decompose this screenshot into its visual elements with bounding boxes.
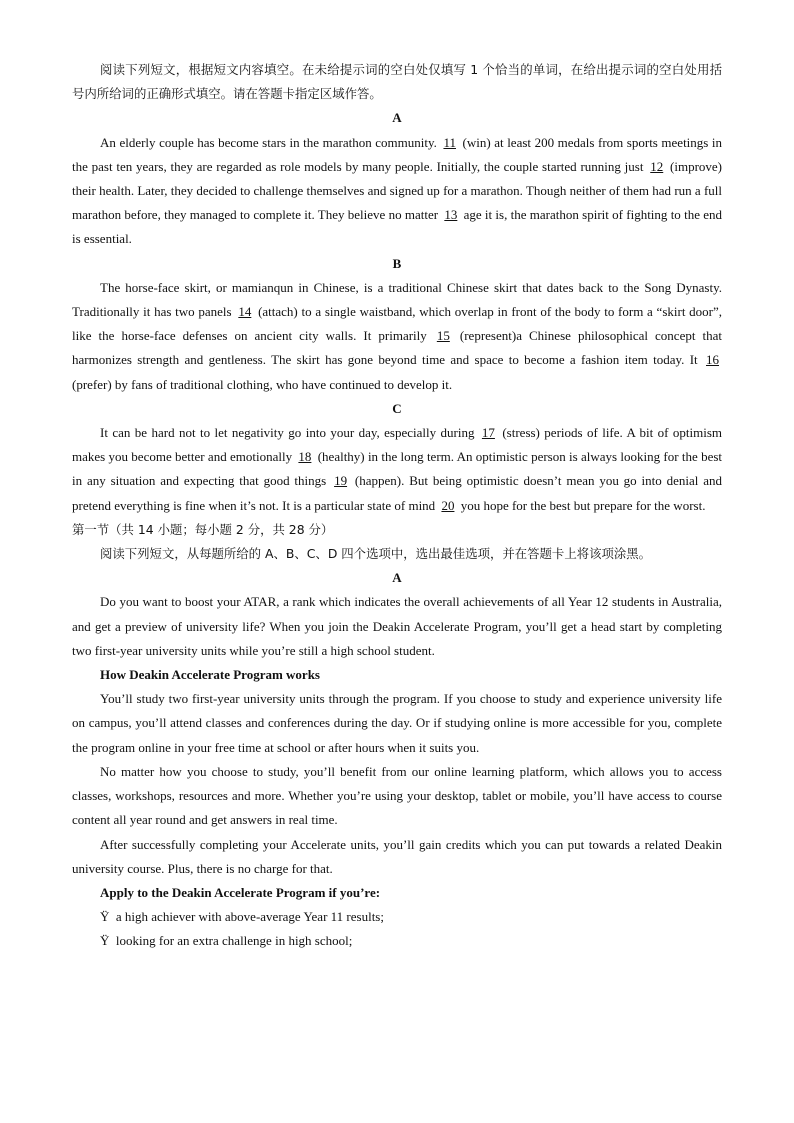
reading-a-paragraph-2: You’ll study two first-year university units through the program. If you choose to study and experience university life on campus, you’ll attend classes and conferences during the day. Or if studying online is more accessible for you, complete the program online in your free time at school or after hours when it suits you. bbox=[72, 691, 722, 755]
passage-text: (healthy) in the long term. An optimistic person is always looking for the best in any situation and expecting that good things bbox=[72, 449, 723, 489]
blank-20: 20 bbox=[441, 497, 455, 513]
passage-text: (represent)a Chinese philosophical concept that harmonizes strength and gentleness. The skirt has gone beyond time and space to become a fashion item today. It bbox=[72, 328, 723, 368]
passage-text: It can be hard not to let negativity go into your day, especially during bbox=[100, 425, 475, 441]
passage-a-letter: A bbox=[392, 110, 402, 126]
passage-c-text bbox=[72, 421, 722, 518]
passage-text: An elderly couple has become stars in the marathon community. bbox=[100, 134, 437, 150]
passage-text: (attach) to a single waistband, which overlap in front of the body to form a “skirt door”, like the horse-face defenses on ancient city walls. It primarily bbox=[72, 304, 723, 344]
blank-14: 14 bbox=[238, 304, 252, 320]
bullet-icon: Ÿ bbox=[100, 933, 110, 949]
bullet-item bbox=[72, 905, 722, 929]
bullet-item bbox=[72, 929, 722, 953]
passage-text: The horse-face skirt, or mamianqun in Chinese, is a traditional Chinese skirt that dates back to the Song Dynasty. Traditionally it has two panels bbox=[72, 279, 722, 320]
passage-text: (stress) periods of life. A bit of optimism makes you become better and emotionally bbox=[72, 425, 723, 465]
reading-a-heading-1: How Deakin Accelerate Program works bbox=[100, 667, 320, 683]
reading-a-heading-2: Apply to the Deakin Accelerate Program if you’re: bbox=[100, 884, 381, 900]
bullet-text: looking for an extra challenge in high school; bbox=[115, 933, 353, 949]
reading-a-paragraph-3: No matter how you choose to study, you’ll benefit from our online learning platform, which allows you to access classes, workshops, resources and more. Whether you’re using your desktop, tablet or mobile, you’ll have access to course content all year round and get answers in real time. bbox=[72, 763, 722, 828]
passage-text: age it is, the marathon spirit of fighting to the end is essential. bbox=[72, 207, 723, 247]
reading-a-paragraph-4: After successfully completing your Accelerate units, you’ll gain credits which you can put towards a related Deakin university course. Plus, there is no charge for that. bbox=[72, 836, 722, 876]
passage-text: (happen). But being optimistic doesn’t mean you go into denial and pretend everything is fine when it’s not. It is a particular state of mind bbox=[72, 473, 722, 513]
passage-b-text bbox=[72, 276, 722, 397]
passage-c-letter: C bbox=[392, 400, 402, 416]
exam-page bbox=[72, 58, 722, 954]
blank-17: 17 bbox=[481, 425, 495, 441]
passage-a-text bbox=[72, 131, 722, 252]
passage-text: (prefer) by fans of traditional clothing, who have continued to develop it. bbox=[72, 376, 453, 392]
reading-instructions: 阅读下列短文，从每题所给的 A、B、C、D 四个选项中，选出最佳选项，并在答题卡上将该项涂黑。 bbox=[100, 546, 652, 562]
blank-19: 19 bbox=[334, 473, 348, 489]
passage-text: (win) at least 200 medals from sports meetings in the past ten years, they are regarded as role models by many people. Initially, the couple started running just bbox=[72, 134, 723, 174]
passage-text: (improve) their health. Later, they decided to challenge themselves and signed up for a marathon. Though neither of them had run a full marathon before, they managed to complete it. They believe no matter bbox=[72, 158, 723, 223]
passage-b-letter: B bbox=[392, 255, 402, 271]
section-header: 第一节（共 14 小题；每小题 2 分，共 28 分） bbox=[72, 521, 334, 537]
reading-a-letter: A bbox=[392, 570, 402, 586]
blank-18: 18 bbox=[298, 449, 312, 465]
passage-text: you hope for the best but prepare for the worst. bbox=[460, 497, 706, 513]
blank-12: 12 bbox=[650, 158, 664, 174]
reading-a-paragraph-1: Do you want to boost your ATAR, a rank which indicates the overall achievements of all Year 12 students in Australia, and get a preview of university life? When you join the Deakin Accelerate Program, you’ll get a head start by completing two first-year university units while you’re still a high school student. bbox=[72, 594, 722, 658]
bullet-text: a high achiever with above-average Year 11 results; bbox=[115, 909, 384, 925]
blank-16: 16 bbox=[706, 352, 719, 368]
bullet-icon: Ÿ bbox=[100, 909, 110, 925]
blank-13: 13 bbox=[444, 207, 458, 223]
blank-11: 11 bbox=[443, 134, 456, 150]
blank-15: 15 bbox=[436, 328, 450, 344]
cloze-instructions: 阅读下列短文，根据短文内容填空。在未给提示词的空白处仅填写 1 个恰当的单词，在给出提示词的空白处用括号内所给词的正确形式填空。请在答题卡指定区域作答。 bbox=[72, 62, 722, 102]
